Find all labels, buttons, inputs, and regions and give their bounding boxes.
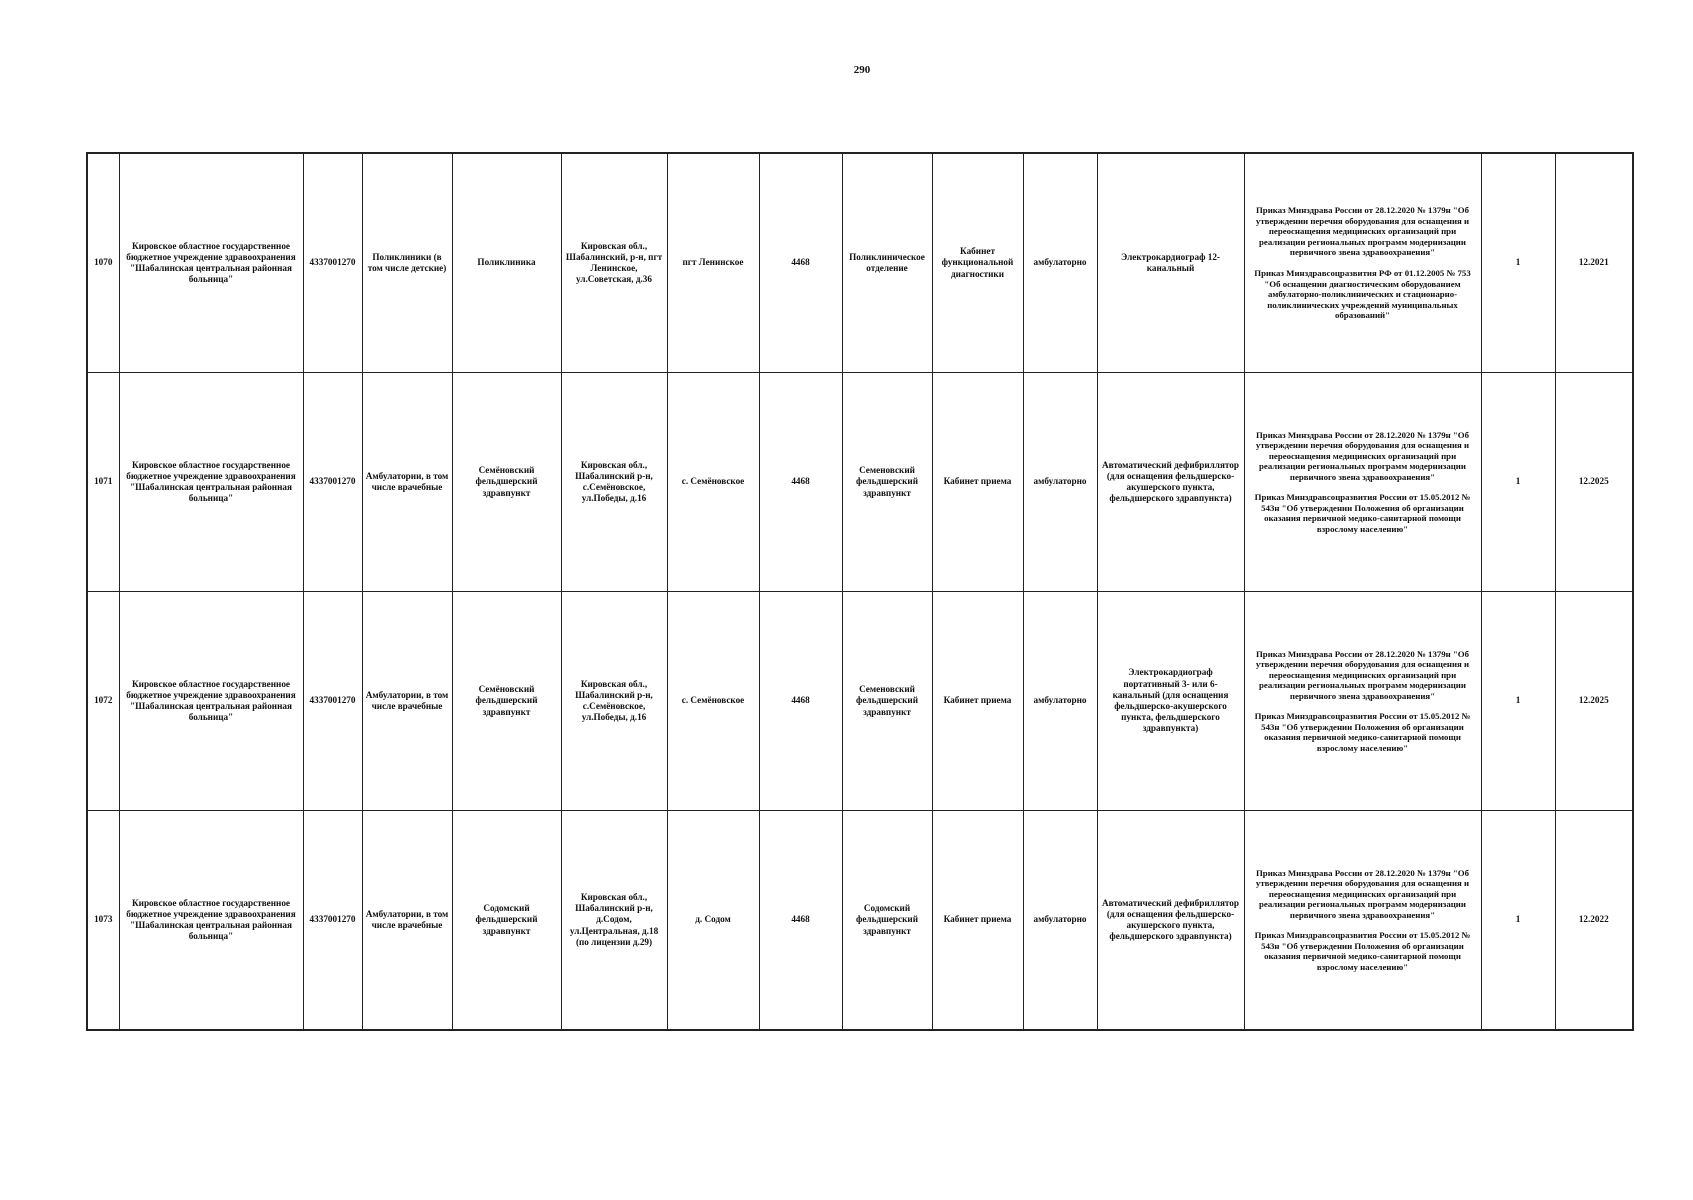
facility-type: Амбулатории, в том числе врачебные (362, 373, 452, 592)
locality: д. Содом (667, 811, 759, 1031)
facility-type: Поликлиники (в том числе детские) (362, 153, 452, 373)
department: Семеновский фельдшерский здравпункт (842, 592, 932, 811)
table-row (87, 153, 1633, 373)
table-row (87, 373, 1633, 592)
facility-unit: Содомский фельдшерский здравпункт (452, 811, 561, 1031)
facility-unit: Семёновский фельдшерский здравпункт (452, 373, 561, 592)
facility-type: Амбулатории, в том числе врачебные (362, 811, 452, 1031)
locality: пгт Ленинское (667, 153, 759, 373)
care-mode: амбулаторно (1023, 811, 1097, 1031)
department: Семеновский фельдшерский здравпункт (842, 373, 932, 592)
row-number: 1071 (87, 373, 119, 592)
address: Кировская обл., Шабалинский р-н, с.Семёновское, ул.Победы, д.16 (561, 592, 667, 811)
inn: 4337001270 (303, 811, 362, 1031)
planned-date: 12.2021 (1555, 153, 1633, 373)
address: Кировская обл., Шабалинский, р-н, пгт Ленинское, ул.Советская, д.36 (561, 153, 667, 373)
organization-name: Кировское областное государственное бюджетное учреждение здравоохранения "Шабалинская центральная районная больница" (119, 811, 303, 1031)
care-mode: амбулаторно (1023, 373, 1097, 592)
planned-date: 12.2025 (1555, 592, 1633, 811)
page-number: 290 (853, 64, 871, 76)
legal-basis (1244, 373, 1481, 592)
address: Кировская обл., Шабалинский р-н, с.Семёновское, ул.Победы, д.16 (561, 373, 667, 592)
row-number: 1070 (87, 153, 119, 373)
code: 4468 (759, 811, 842, 1031)
legal-basis-order-2: Приказ Минздравсоцразвития РФ от 01.12.2005 № 753 "Об оснащении диагностическим оборудованием амбулаторно-поликлинических и стационарно-поликлинических учреждений муниципальных образований" (1254, 268, 1471, 321)
inn: 4337001270 (303, 373, 362, 592)
organization-name: Кировское областное государственное бюджетное учреждение здравоохранения "Шабалинская центральная районная больница" (119, 153, 303, 373)
care-mode: амбулаторно (1023, 153, 1097, 373)
code: 4468 (759, 592, 842, 811)
facility-unit: Поликлиника (452, 153, 561, 373)
legal-basis-order-1: Приказ Минздрава России от 28.12.2020 № 1379н "Об утверждении перечня оборудования для оснащения и переоснащения медицинских организаций при реализации региональных программ модернизации первичного звена здравоохранения" (1255, 648, 1470, 701)
equipment: Электрокардиограф портативный 3- или 6-канальный (для оснащения фельдшерско-акушерского пункта, фельдшерского здравпункта) (1097, 592, 1244, 811)
row-number: 1072 (87, 592, 119, 811)
equipment: Автоматический дефибриллятор (для оснащения фельдшерско-акушерского пункта, фельдшерского здравпункта) (1097, 373, 1244, 592)
legal-basis-order-2: Приказ Минздравсоцразвития России от 15.05.2012 № 543н "Об утверждении Положения об организации оказания первичной медико-санитарной помощи взрослому населению" (1254, 930, 1471, 972)
code: 4468 (759, 153, 842, 373)
legal-basis (1244, 592, 1481, 811)
legal-basis (1244, 153, 1481, 373)
legal-basis-order-1: Приказ Минздрава России от 28.12.2020 № 1379н "Об утверждении перечня оборудования для оснащения и переоснащения медицинских организаций при реализации региональных программ модернизации первичного звена здравоохранения" (1255, 205, 1470, 258)
inn: 4337001270 (303, 153, 362, 373)
room: Кабинет приема (932, 373, 1023, 592)
legal-basis (1244, 811, 1481, 1031)
locality: с. Семёновское (667, 373, 759, 592)
row-number: 1073 (87, 811, 119, 1031)
room: Кабинет приема (932, 592, 1023, 811)
quantity: 1 (1481, 592, 1555, 811)
equipment: Электрокардиограф 12-канальный (1097, 153, 1244, 373)
legal-basis-order-2: Приказ Минздравсоцразвития России от 15.05.2012 № 543н "Об утверждении Положения об организации оказания первичной медико-санитарной помощи взрослому населению" (1254, 492, 1471, 534)
locality: с. Семёновское (667, 592, 759, 811)
table-row (87, 811, 1633, 1031)
address: Кировская обл., Шабалинский р-н, д.Содом, ул.Центральная, д.18 (по лицензии д.29) (561, 811, 667, 1031)
department: Поликлиническое отделение (842, 153, 932, 373)
legal-basis-order-1: Приказ Минздрава России от 28.12.2020 № 1379н "Об утверждении перечня оборудования для оснащения и переоснащения медицинских организаций при реализации региональных программ модернизации первичного звена здравоохранения" (1255, 867, 1470, 920)
inn: 4337001270 (303, 592, 362, 811)
room: Кабинет приема (932, 811, 1023, 1031)
room: Кабинет функциональной диагностики (932, 153, 1023, 373)
legal-basis-order-2: Приказ Минздравсоцразвития России от 15.05.2012 № 543н "Об утверждении Положения об организации оказания первичной медико-санитарной помощи взрослому населению" (1254, 711, 1471, 753)
quantity: 1 (1481, 153, 1555, 373)
organization-name: Кировское областное государственное бюджетное учреждение здравоохранения "Шабалинская центральная районная больница" (119, 592, 303, 811)
care-mode: амбулаторно (1023, 592, 1097, 811)
table-row (87, 592, 1633, 811)
planned-date: 12.2022 (1555, 811, 1633, 1031)
legal-basis-order-1: Приказ Минздрава России от 28.12.2020 № 1379н "Об утверждении перечня оборудования для оснащения и переоснащения медицинских организаций при реализации региональных программ модернизации первичного звена здравоохранения" (1255, 429, 1470, 482)
quantity: 1 (1481, 373, 1555, 592)
facility-unit: Семёновский фельдшерский здравпункт (452, 592, 561, 811)
facility-type: Амбулатории, в том числе врачебные (362, 592, 452, 811)
equipment-registry-table (86, 152, 1634, 1031)
quantity: 1 (1481, 811, 1555, 1031)
planned-date: 12.2025 (1555, 373, 1633, 592)
organization-name: Кировское областное государственное бюджетное учреждение здравоохранения "Шабалинская центральная районная больница" (119, 373, 303, 592)
code: 4468 (759, 373, 842, 592)
department: Содомский фельдшерский здравпункт (842, 811, 932, 1031)
equipment: Автоматический дефибриллятор (для оснащения фельдшерско-акушерского пункта, фельдшерского здравпункта) (1097, 811, 1244, 1031)
